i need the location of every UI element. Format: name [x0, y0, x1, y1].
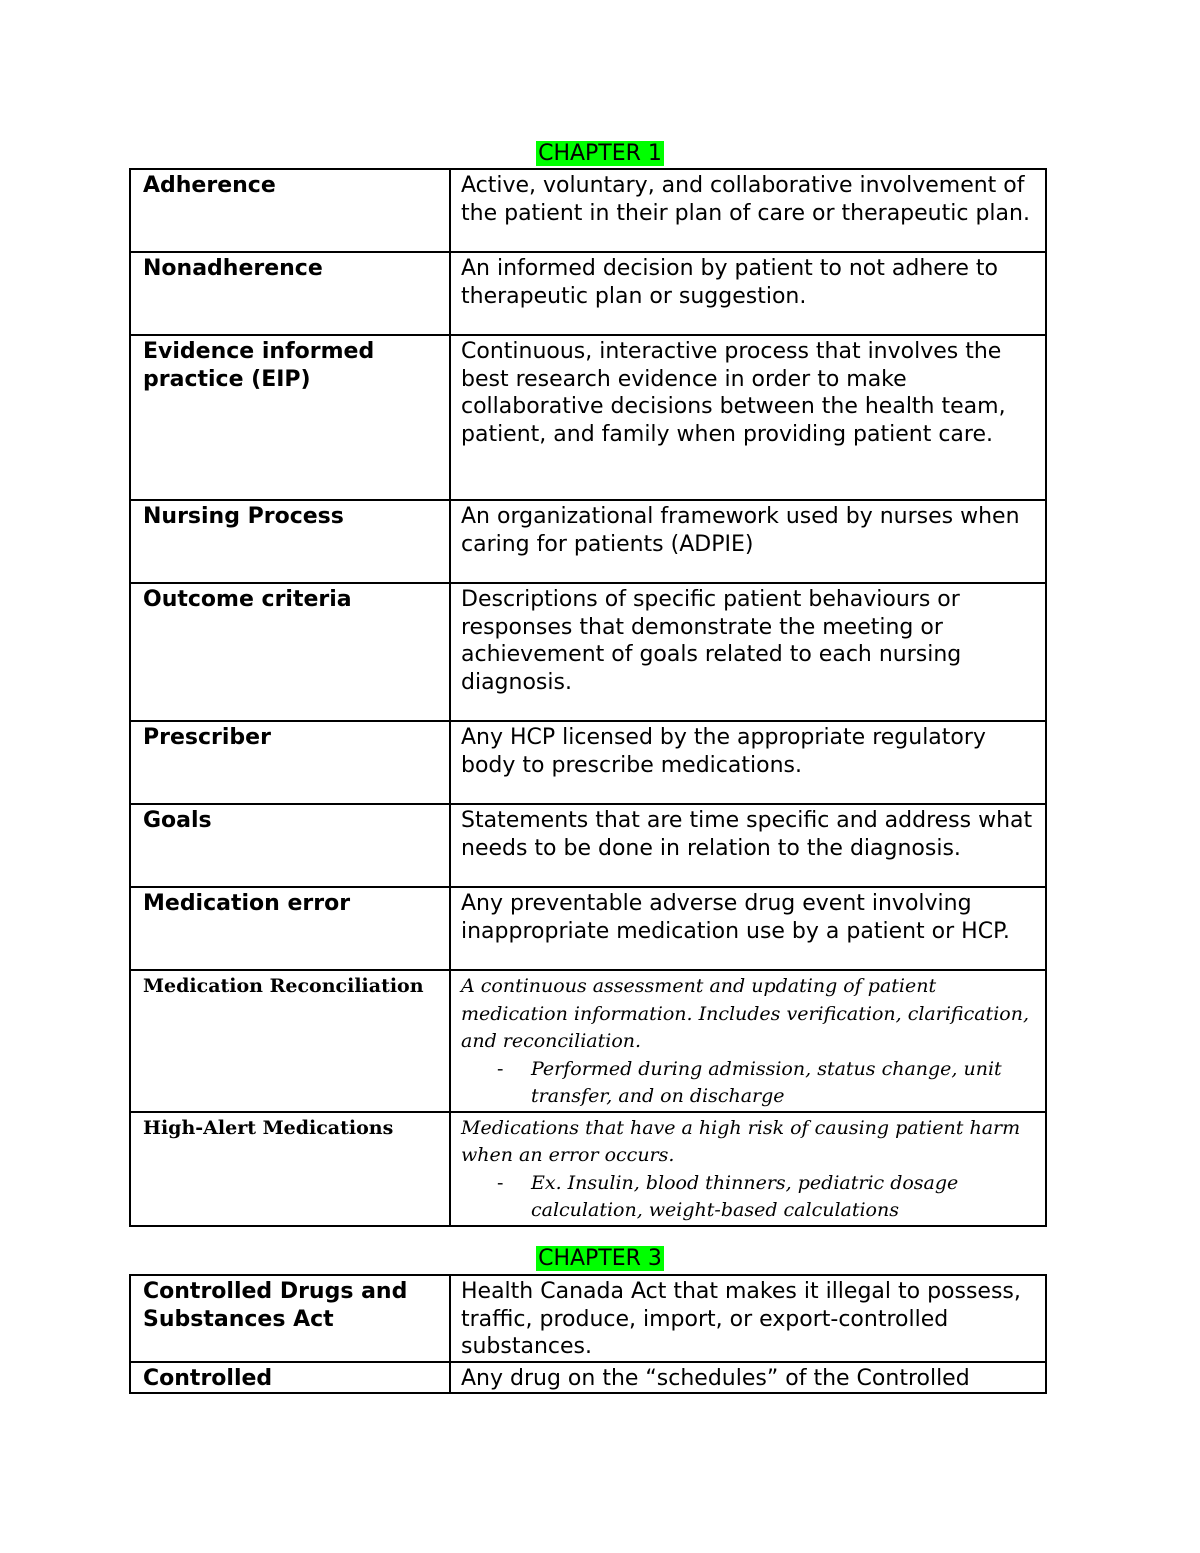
chapter-3-table — [129, 1274, 1047, 1394]
table-row — [130, 1275, 1046, 1362]
definition-cell: Continuous, interactive process that involves the best research evidence in order to make collaborative decisions between the health team, patient, and family when providing patient care. — [450, 335, 1046, 500]
definition-text: Medications that have a high risk of causing patient harm when an error occurs. — [461, 1116, 1021, 1166]
chapter-1-title: CHAPTER 1 — [538, 141, 662, 166]
table-row — [130, 970, 1046, 1112]
definition-text: A continuous assessment and updating of patient medication information. Includes verification, clarification, and reconciliation. — [461, 975, 1029, 1052]
definition-cell: Descriptions of specific patient behaviours or responses that demonstrate the meeting or achievement of goals related to each nursing diagnosis. — [450, 583, 1046, 721]
table-row — [130, 887, 1046, 970]
table-row — [130, 721, 1046, 804]
table-row — [130, 1362, 1046, 1394]
term-cell: Prescriber — [130, 721, 450, 804]
definition-cell — [450, 1112, 1046, 1226]
term-cell: Controlled Drugs and Substances Act — [130, 1275, 450, 1362]
table-row — [130, 583, 1046, 721]
bullet-item: - Ex. Insulin, blood thinners, pediatric dosage calculation, weight-based calculations — [531, 1170, 1037, 1225]
term-cell: Outcome criteria — [130, 583, 450, 721]
term-cell: Adherence — [130, 169, 450, 252]
chapter-1-table — [129, 168, 1047, 1227]
table-row — [130, 804, 1046, 887]
chapter-3-heading — [0, 1246, 1200, 1272]
term-cell: Nursing Process — [130, 500, 450, 583]
definition-cell: Any preventable adverse drug event involving inappropriate medication use by a patient or HCP. — [450, 887, 1046, 970]
table-row — [130, 252, 1046, 335]
chapter-3-title: CHAPTER 3 — [538, 1246, 662, 1271]
definition-cell: Statements that are time specific and address what needs to be done in relation to the diagnosis. — [450, 804, 1046, 887]
definition-cell: Active, voluntary, and collaborative involvement of the patient in their plan of care or therapeutic plan. — [450, 169, 1046, 252]
term-cell: Medication Reconciliation — [130, 970, 450, 1112]
definition-cell: Health Canada Act that makes it illegal to possess, traffic, produce, import, or export-controlled substances. — [450, 1275, 1046, 1362]
term-cell: Evidence informed practice (EIP) — [130, 335, 450, 500]
definition-bullets — [461, 1170, 1037, 1225]
term-cell: High-Alert Medications — [130, 1112, 450, 1226]
chapter-1-heading — [0, 141, 1200, 167]
term-cell: Controlled — [130, 1362, 450, 1394]
table-row — [130, 1112, 1046, 1226]
definition-bullets — [461, 1056, 1037, 1111]
definition-cell: Any HCP licensed by the appropriate regulatory body to prescribe medications. — [450, 721, 1046, 804]
term-cell: Nonadherence — [130, 252, 450, 335]
term-cell: Goals — [130, 804, 450, 887]
definition-cell: Any drug on the “schedules” of the Controlled — [450, 1362, 1046, 1394]
definition-cell: An organizational framework used by nurses when caring for patients (ADPIE) — [450, 500, 1046, 583]
definition-cell: An informed decision by patient to not adhere to therapeutic plan or suggestion. — [450, 252, 1046, 335]
bullet-item: - Performed during admission, status change, unit transfer, and on discharge — [531, 1056, 1037, 1111]
table-row — [130, 335, 1046, 500]
definition-cell — [450, 970, 1046, 1112]
term-cell: Medication error — [130, 887, 450, 970]
table-row — [130, 500, 1046, 583]
table-row — [130, 169, 1046, 252]
